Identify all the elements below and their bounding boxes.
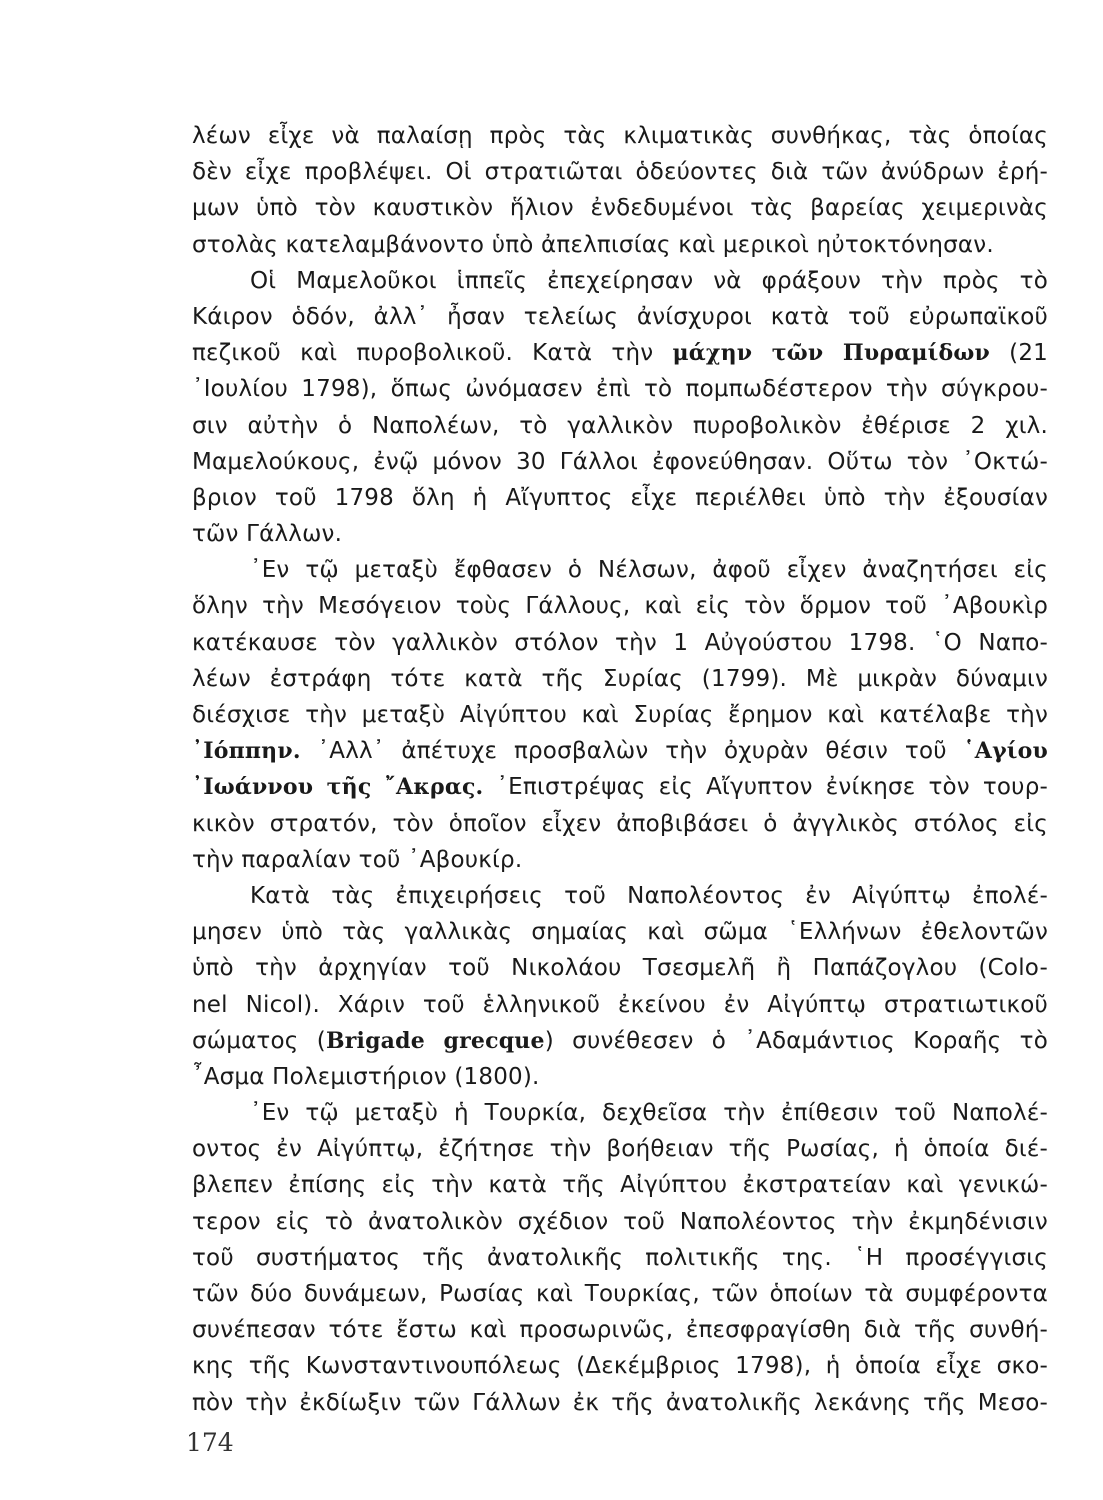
text-line xyxy=(192,769,1048,805)
bold-term: ᾽Ιωάννου τῆς ῎Ακρας. xyxy=(192,774,484,801)
text-segment: ᾽Ιουλίου 1798), ὅπως ὠνόμασεν ἐπὶ τὸ πομπωδέστερον τὴν σύγκρου- xyxy=(192,376,1048,403)
text-line xyxy=(192,950,1048,986)
text-segment: λέων εἶχε νὰ παλαίσῃ πρὸς τὰς κλιματικὰς συνθήκας, τὰς ὁποίας xyxy=(192,123,1048,149)
text-segment: ᾽Εν τῷ μεταξὺ ἔφθασεν ὁ Νέλσων, ἀφοῦ εἶχεν ἀναζητήσει εἰς xyxy=(250,557,1048,584)
text-line xyxy=(192,1312,1048,1348)
text-segment: βριον τοῦ 1798 ὅλη ἡ Αἴγυπτος εἶχε περιέλθει ὑπὸ τὴν ἐξουσίαν xyxy=(192,484,1048,511)
text-line xyxy=(192,697,1048,733)
text-line xyxy=(192,1204,1048,1240)
text-segment: ὑπὸ τὴν ἀρχηγίαν τοῦ Νικολάου Τσεσμελῆ ἢ Παπάζογλου (Colo- xyxy=(192,955,1048,982)
text-line xyxy=(192,1095,1048,1131)
text-segment: Οἱ Μαμελοῦκοι ἱππεῖς ἐπεχείρησαν νὰ φράξουν τὴν πρὸς τὸ xyxy=(250,267,1048,294)
text-segment: λέων ἐστράφη τότε κατὰ τῆς Συρίας (1799). Μὲ μικρὰν δύναμιν xyxy=(192,665,1048,692)
text-segment: κατέκαυσε τὸν γαλλικὸν στόλον τὴν 1 Αὐγούστου 1798. ῾Ο Ναπο- xyxy=(192,629,1048,656)
text-line xyxy=(192,371,1048,407)
text-line xyxy=(192,118,1048,154)
text-line xyxy=(192,335,1048,371)
text-line xyxy=(192,263,1048,299)
text-segment: ὅλην τὴν Μεσόγειον τοὺς Γάλλους, καὶ εἰς τὸν ὅρμον τοῦ ᾽Αβουκὶρ xyxy=(192,593,1048,620)
text-line xyxy=(192,444,1048,480)
text-line xyxy=(192,190,1048,226)
text-line xyxy=(192,552,1048,588)
text-segment: κης τῆς Κωνσταντινουπόλεως (Δεκέμβριος 1798), ἡ ὁποία εἶχε σκο- xyxy=(192,1353,1048,1380)
text-segment: μων ὑπὸ τὸν καυστικὸν ἥλιον ἐνδεδυμένοι τὰς βαρείας χειμερινὰς xyxy=(192,195,1048,222)
text-segment: ᾽Εν τῷ μεταξὺ ἡ Τουρκία, δεχθεῖσα τὴν ἐπίθεσιν τοῦ Ναπολέ- xyxy=(250,1100,1048,1127)
text-segment: σιν αὐτὴν ὁ Ναπολέων, τὸ γαλλικὸν πυροβολικὸν ἐθέρισε 2 χιλ. xyxy=(192,412,1048,439)
text-segment: συνέπεσαν τότε ἔστω καὶ προσωρινῶς, ἐπεσφραγίσθη διὰ τῆς συνθή- xyxy=(192,1317,1048,1344)
text-line xyxy=(192,878,1048,914)
text-segment: οντος ἐν Αἰγύπτῳ, ἐζήτησε τὴν βοήθειαν τῆς Ρωσίας, ἡ ὁποία διέ- xyxy=(192,1136,1048,1163)
text-segment: ᾽Αλλ᾽ ἀπέτυχε προσβαλὼν τὴν ὀχυρὰν θέσιν τοῦ xyxy=(300,738,964,765)
text-line xyxy=(192,154,1048,190)
bold-term: Brigade grecque xyxy=(325,1027,545,1054)
text-segment: τῶν Γάλλων. xyxy=(192,521,343,548)
text-line xyxy=(192,733,1048,769)
text-line xyxy=(192,625,1048,661)
text-line xyxy=(192,1385,1048,1421)
text-line xyxy=(192,227,1048,263)
text-segment: ῏Ασμα Πολεμιστήριον (1800). xyxy=(192,1063,540,1090)
text-line xyxy=(192,1240,1048,1276)
text-line xyxy=(192,516,1048,552)
text-segment: στολὰς κατελαμβάνοντο ὑπὸ ἀπελπισίας καὶ μερικοὶ ηὐτοκτόνησαν. xyxy=(192,231,994,258)
bold-term: ῾Αγίου xyxy=(963,738,1048,765)
text-segment: πεζικοῦ καὶ πυροβολικοῦ. Κατὰ τὴν xyxy=(192,340,673,367)
text-segment: Κάιρον ὁδόν, ἀλλ᾽ ἦσαν τελείως ἀνίσχυροι κατὰ τοῦ εὐρωπαϊκοῦ xyxy=(192,303,1048,330)
text-segment: τοῦ συστήματος τῆς ἀνατολικῆς πολιτικῆς της. ῾Η προσέγγισις xyxy=(192,1244,1048,1271)
text-segment: κικὸν στρατόν, τὸν ὁποῖον εἶχεν ἀποβιβάσει ὁ ἀγγλικὸς στόλος εἰς xyxy=(192,810,1048,837)
text-line xyxy=(192,408,1048,444)
text-segment: ) συνέθεσεν ὁ ᾽Αδαμάντιος Κοραῆς τὸ xyxy=(544,1027,1048,1054)
text-line xyxy=(192,1348,1048,1384)
text-line xyxy=(192,1167,1048,1203)
bold-term: ᾽Ιόππην. xyxy=(192,738,301,765)
text-line xyxy=(192,1059,1048,1095)
text-line xyxy=(192,299,1048,335)
text-line xyxy=(192,661,1048,697)
bold-term: μάχην τῶν Πυραμίδων xyxy=(672,340,990,367)
text-segment: σώματος ( xyxy=(192,1027,326,1054)
page-number: 174 xyxy=(186,1428,234,1457)
text-segment: μησεν ὑπὸ τὰς γαλλικὰς σημαίας καὶ σῶμα ῾Ελλήνων ἐθελοντῶν xyxy=(192,919,1048,946)
text-segment: δὲν εἶχε προβλέψει. Οἱ στρατιῶται ὁδεύοντες διὰ τῶν ἀνύδρων ἐρή- xyxy=(192,159,1048,186)
text-line xyxy=(192,480,1048,516)
text-line xyxy=(192,914,1048,950)
text-segment: ᾽Επιστρέψας εἰς Αἴγυπτον ἐνίκησε τὸν τουρ- xyxy=(483,774,1048,801)
text-line xyxy=(192,1131,1048,1167)
text-segment: Μαμελούκους, ἐνῷ μόνον 30 Γάλλοι ἐφονεύθησαν. Οὕτω τὸν ᾽Οκτώ- xyxy=(192,448,1048,475)
body-text xyxy=(192,118,1048,1421)
text-segment: τῶν δύο δυνάμεων, Ρωσίας καὶ Τουρκίας, τῶν ὁποίων τὰ συμφέροντα xyxy=(192,1281,1048,1307)
text-line xyxy=(192,1023,1048,1059)
text-segment: nel Nicol). Χάριν τοῦ ἑλληνικοῦ ἐκείνου ἐν Αἰγύπτῳ στρατιωτικοῦ xyxy=(192,991,1048,1018)
text-line xyxy=(192,842,1048,878)
text-segment: τὴν παραλίαν τοῦ ᾽Αβουκίρ. xyxy=(192,846,523,873)
text-line xyxy=(192,588,1048,624)
text-segment: Κατὰ τὰς ἐπιχειρήσεις τοῦ Ναπολέοντος ἐν Αἰγύπτῳ ἐπολέ- xyxy=(250,882,1048,909)
text-line xyxy=(192,987,1048,1023)
text-segment: τερον εἰς τὸ ἀνατολικὸν σχέδιον τοῦ Ναπολέοντος τὴν ἐκμηδένισιν xyxy=(192,1208,1048,1235)
text-segment: (21 xyxy=(989,340,1048,367)
text-line xyxy=(192,806,1048,842)
text-segment: διέσχισε τὴν μεταξὺ Αἰγύπτου καὶ Συρίας ἔρημον καὶ κατέλαβε τὴν xyxy=(192,702,1048,728)
text-segment: πὸν τὴν ἐκδίωξιν τῶν Γάλλων ἐκ τῆς ἀνατολικῆς λεκάνης τῆς Μεσο- xyxy=(192,1389,1048,1416)
text-line xyxy=(192,1276,1048,1312)
text-segment: βλεπεν ἐπίσης εἰς τὴν κατὰ τῆς Αἰγύπτου ἐκστρατείαν καὶ γενικώ- xyxy=(192,1172,1048,1199)
